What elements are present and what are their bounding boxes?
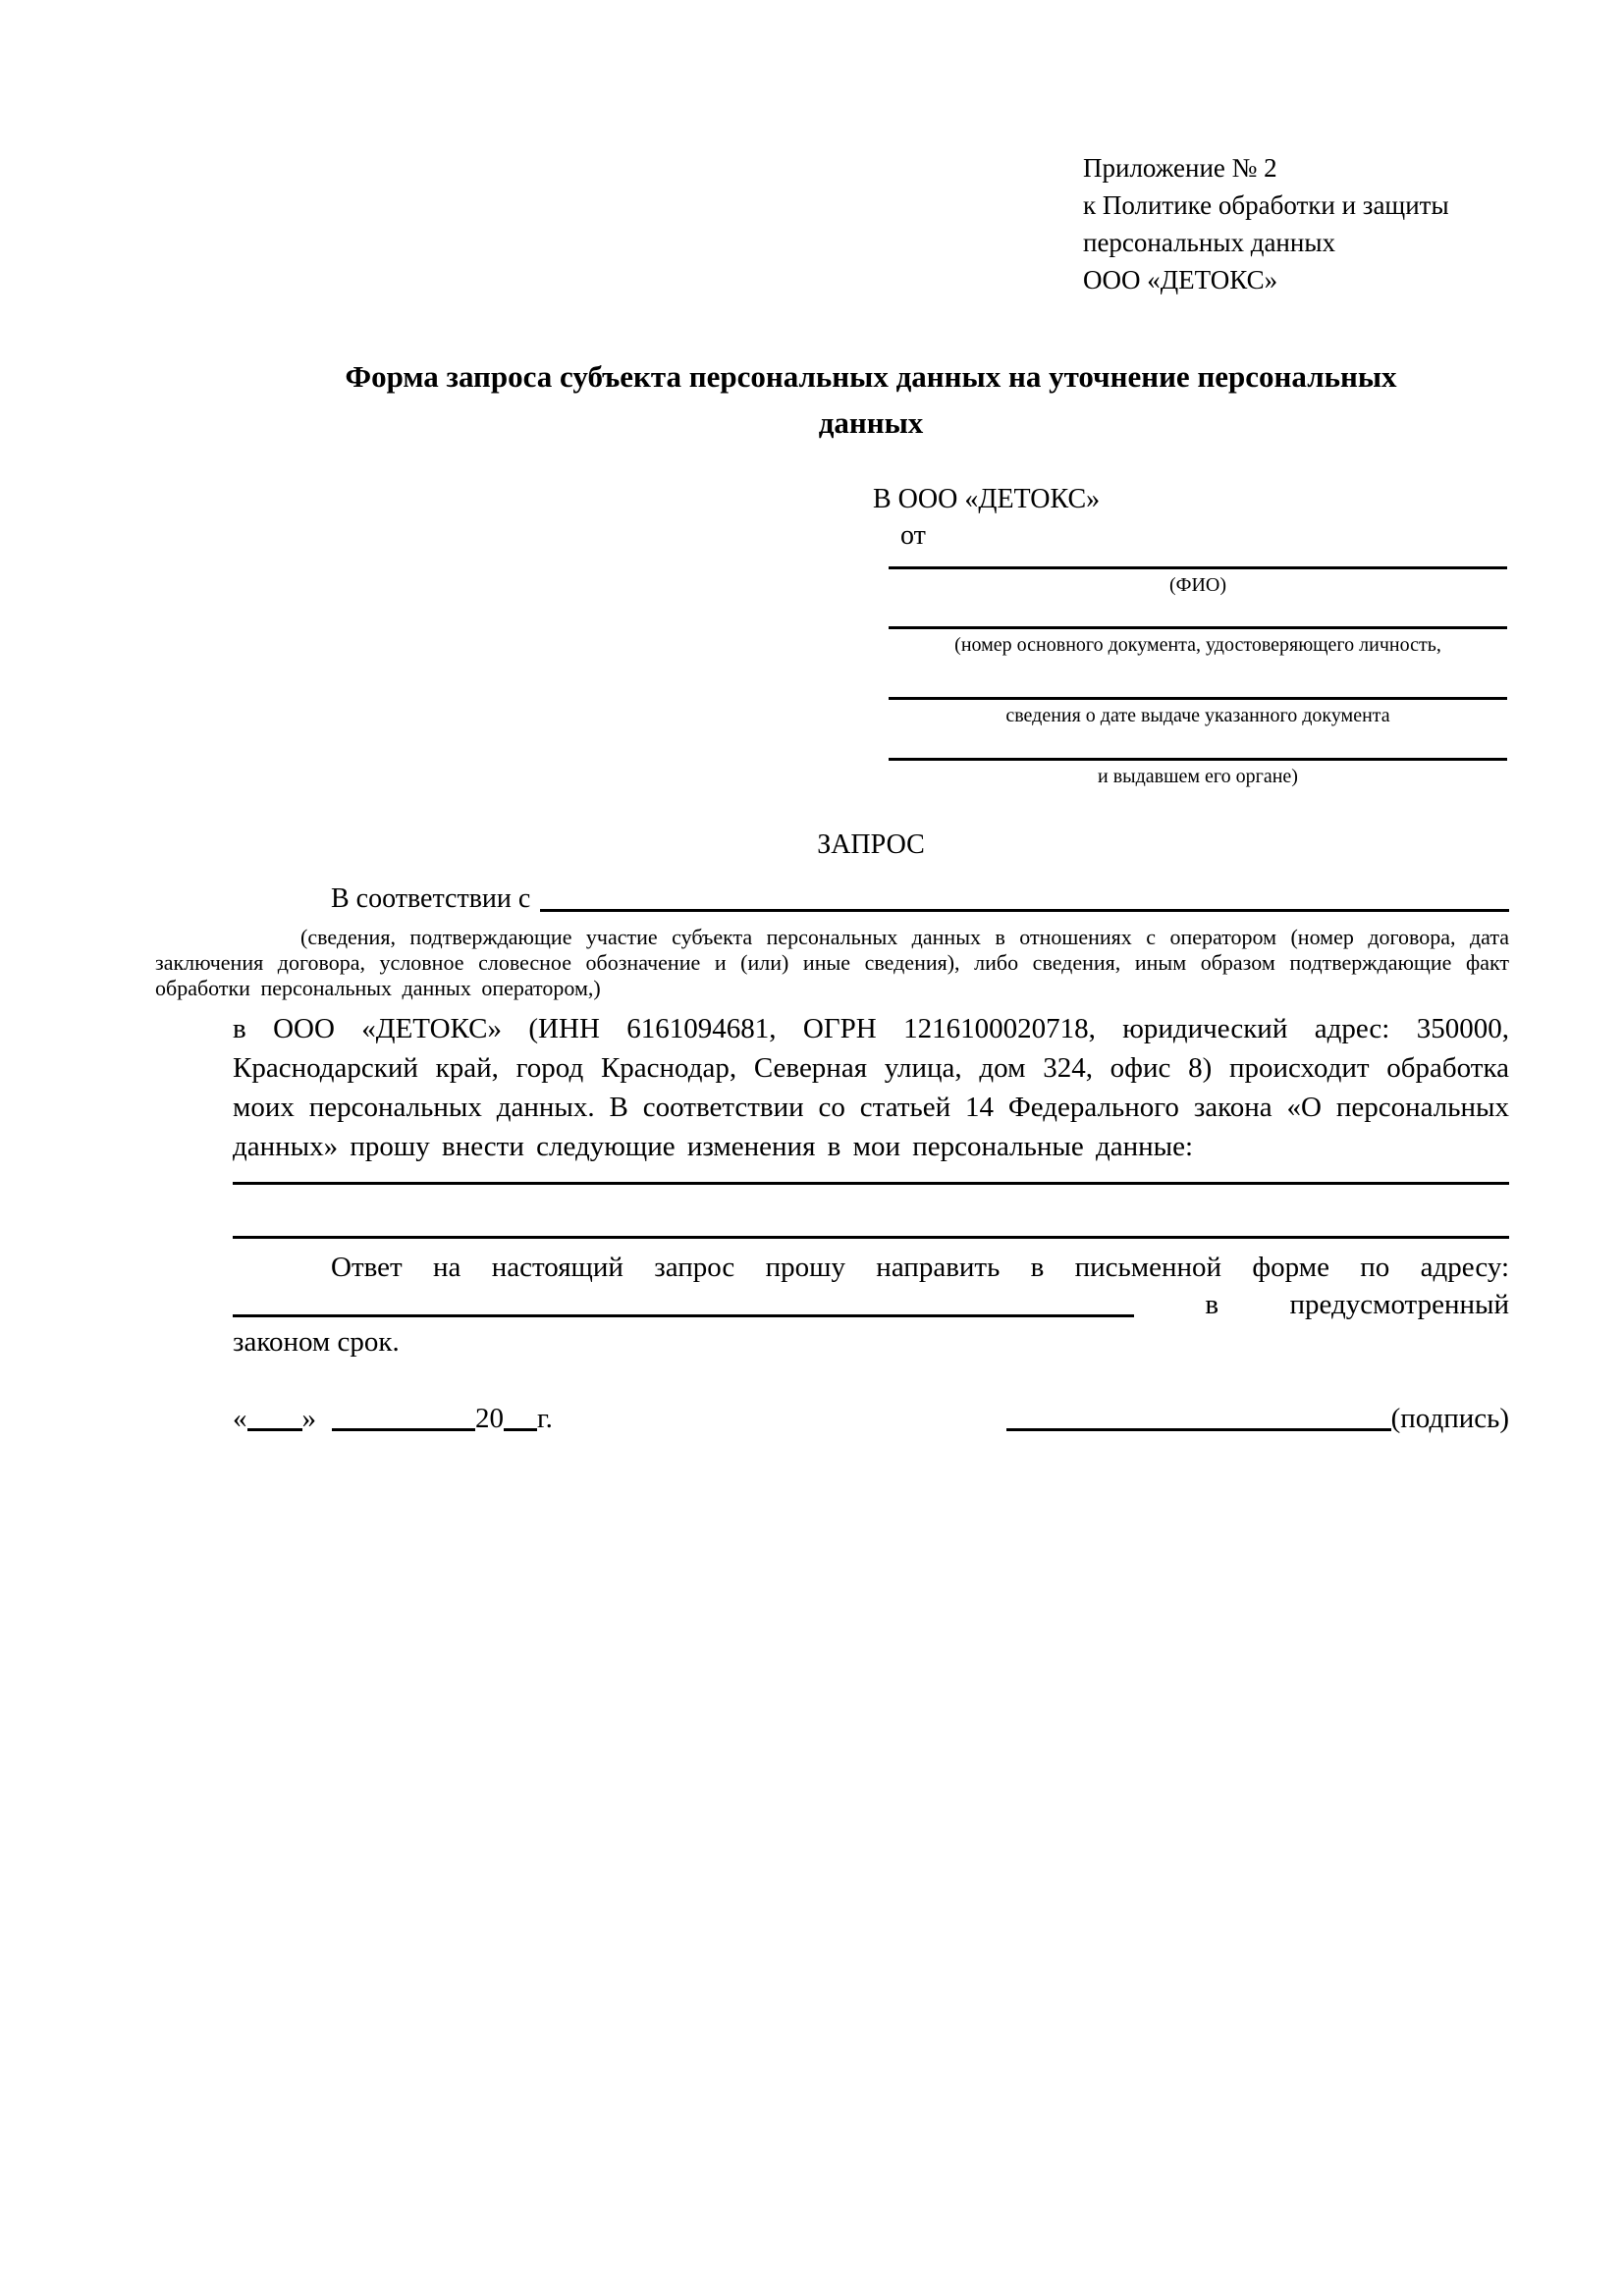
issuing-authority-caption: и выдавшем его органе) xyxy=(1098,766,1298,787)
date-year-suffix: г. xyxy=(537,1403,553,1434)
document-title: Форма запроса субъекта персональных данных на уточнение персональных данных xyxy=(345,359,1397,440)
field-issuing-authority xyxy=(889,728,1507,789)
signature-group xyxy=(1006,1400,1509,1437)
date-month-blank xyxy=(332,1405,475,1431)
issue-date-blank-line xyxy=(889,658,1507,700)
signature-caption: (подпись) xyxy=(1390,1403,1509,1434)
page-content xyxy=(155,0,1509,1437)
appendix-header xyxy=(1083,149,1509,298)
addressee-from-label: от xyxy=(900,520,926,551)
appendix-header-line: Приложение № 2 xyxy=(1083,153,1277,183)
request-heading: ЗАПРОС xyxy=(817,829,925,860)
field-document-number xyxy=(889,598,1507,658)
field-fio xyxy=(889,554,1507,598)
date-quote-open: « xyxy=(233,1403,247,1434)
document-number-caption: (номер основного документа, удостоверяющего личность, xyxy=(954,634,1441,656)
addressee-fields xyxy=(889,554,1507,789)
date-quote-close: » xyxy=(301,1403,316,1434)
reply-address-blank-line xyxy=(233,1314,1134,1317)
fio-blank-line xyxy=(889,554,1507,569)
changes-blank-line-2 xyxy=(233,1185,1509,1239)
issue-date-caption: сведения о дате выдаче указанного документа xyxy=(1005,705,1390,726)
appendix-header-line: к Политике обработки и защиты xyxy=(1083,190,1449,220)
appendix-header-line: ООО «ДЕТОКС» xyxy=(1083,265,1278,294)
reply-term-line: законом срок. xyxy=(233,1326,400,1358)
fio-caption: (ФИО) xyxy=(1168,574,1226,596)
appendix-header-line: персональных данных xyxy=(1083,228,1335,257)
basis-footnote: (сведения, подтверждающие участие субъекта персональных данных в отношениях с оператором (номер договора, дата заключения договора, условное словесное обозначение и (или) иные сведения), либо сведения, иным образом подтверждающие факт обработки персональных данных оператором,) xyxy=(155,925,1509,1000)
request-body: в ООО «ДЕТОКС» (ИНН 6161094681, ОГРН 1216100020718, юридический адрес: 350000, Краснодарский край, город Краснодар, Северная улица, дом 324, офис 8) происходит обработка моих персональных данных. В соответствии со статьей 14 Федерального закона «О персональных данных» прошу внести следующие изменения в мои персональные данные: xyxy=(233,1013,1509,1162)
basis-prefix: В соответствии с xyxy=(331,883,531,914)
basis-row xyxy=(233,881,1509,917)
addressee-company: В ООО «ДЕТОКС» xyxy=(873,484,1101,514)
basis-blank-line xyxy=(540,909,1509,912)
date-signature-row xyxy=(233,1400,1509,1437)
reply-address-sentence: Ответ на настоящий запрос прошу направить в письменной форме по адресу: xyxy=(331,1252,1509,1283)
date-century: 20 xyxy=(475,1403,504,1434)
reply-word-predusmotrenny: предусмотренный xyxy=(1289,1289,1509,1320)
date-day-blank xyxy=(247,1405,302,1431)
changes-blank-line-1 xyxy=(233,1166,1509,1185)
reply-address-row xyxy=(233,1286,1509,1323)
issuing-authority-blank-line xyxy=(889,728,1507,761)
reply-word-v: в xyxy=(1205,1289,1219,1320)
date-year-blank xyxy=(504,1405,537,1431)
date-group xyxy=(233,1400,553,1437)
field-issue-date xyxy=(889,658,1507,728)
signature-blank-line xyxy=(1006,1405,1391,1431)
document-number-blank-line xyxy=(889,598,1507,629)
